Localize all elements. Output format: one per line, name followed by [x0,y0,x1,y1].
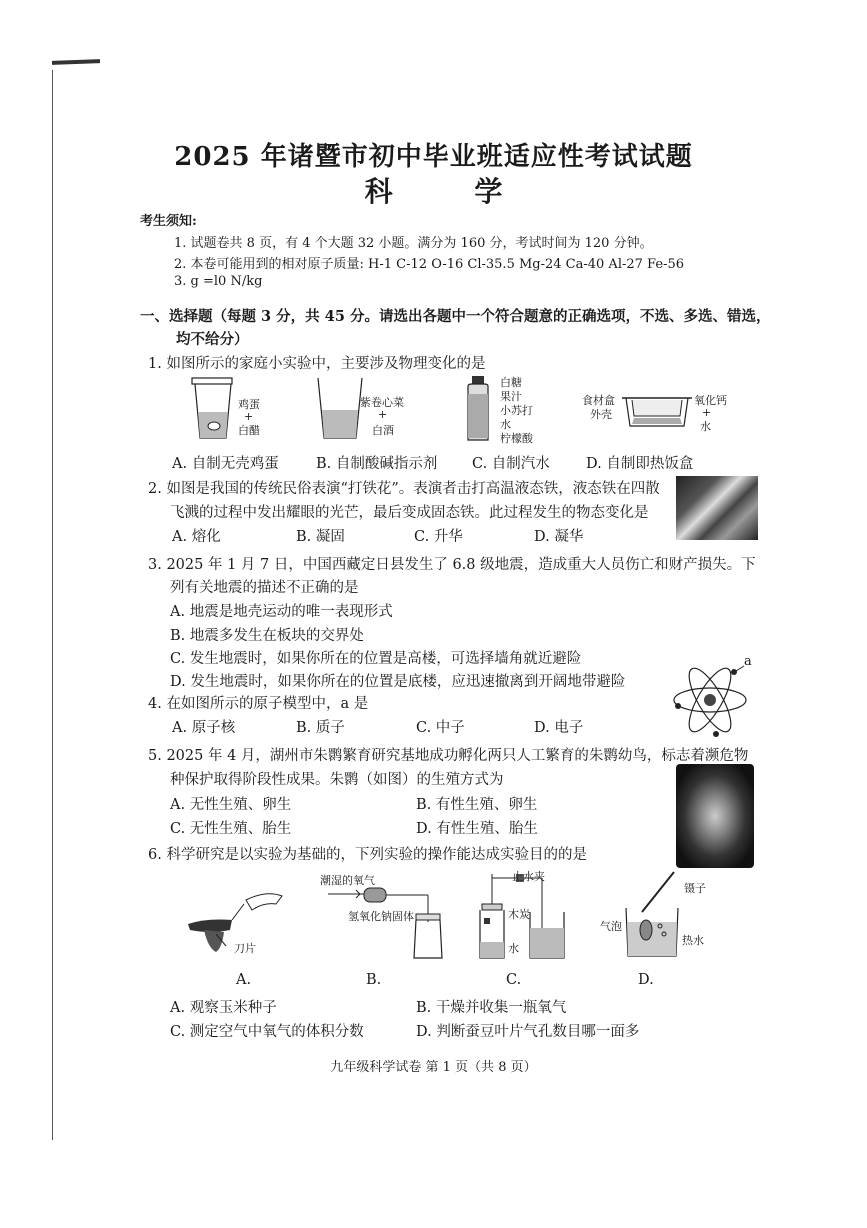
q1c-label-1: 白糖 [500,376,522,389]
q2-line-2: 飞溅的过程中发出耀眼的光芒，最后变成固态铁。此过程发生的物态变化是 [170,505,649,521]
q1a-label-1: 鸡蛋 [238,398,260,411]
q4-option-c: C. 中子 [416,720,465,736]
q5-option-d: D. 有性生殖、胎生 [416,821,538,837]
q6-option-c: C. 测定空气中氧气的体积分数 [170,1024,364,1040]
q1-stem: 1. 如图所示的家庭小实验中，主要涉及物理变化的是 [148,356,486,372]
q1c-label-2: 果汁 [500,390,522,403]
notice-item-3: 3. g =l0 N/kg [174,274,263,289]
q5-option-c: C. 无性生殖、胎生 [170,821,292,837]
crested-ibis-photo [676,764,754,868]
subject-title: 科 学 [364,175,539,208]
q5-option-a: A. 无性生殖、卵生 [170,797,292,813]
q6d-label-hotwater: 热水 [682,934,704,947]
q6-option-a: A. 观察玉米种子 [170,1000,277,1016]
q2-option-a: A. 熔化 [172,529,221,545]
q6a-label-blade: 刀片 [234,942,256,955]
binding-line [52,70,53,1140]
q5-line-2: 种保护取得阶段性成果。朱鹮（如图）的生殖方式为 [170,772,504,788]
notice-item-1: 1. 试题卷共 8 页，有 4 个大题 32 小题。满分为 160 分，考试时间为 120 分钟。 [174,236,653,251]
q6-fig-letter-d: D. [638,972,654,988]
q1b-label-3: 白酒 [372,424,394,437]
q6-figure-d [620,868,686,960]
q1d-label-4: + [702,406,712,419]
q6-fig-letter-b: B. [366,972,382,988]
q6-stem: 6. 科学研究是以实验为基础的，下列实验的操作能达成实验目的的是 [148,847,587,863]
q6-fig-letter-a: A. [236,972,252,988]
notice-heading: 考生须知: [140,214,197,229]
q1d-label-3: 氧化钙 [694,394,727,407]
q6c-label-water: 水 [508,942,519,955]
iron-flower-photo [676,476,758,540]
q6c-label-clip: 止水夹 [512,870,545,883]
scan-mark [52,59,100,65]
q3-option-a: A. 地震是地壳运动的唯一表现形式 [170,604,393,620]
q3-option-d: D. 发生地震时，如果你所在的位置是底楼，应迅速撤离到开阔地带避险 [170,674,626,690]
notice-item-2: 2. 本卷可能用到的相对原子质量: H-1 C-12 O-16 Cl-35.5 Mg-24 Ca-40 Al-27 Fe-56 [174,257,684,272]
q3-option-c: C. 发生地震时，如果你所在的位置是高楼，可选择墙角就近避险 [170,651,582,667]
exam-title: 2025 年诸暨市初中毕业班适应性考试试题 [174,142,693,172]
q6d-label-tweezers: 镊子 [684,882,706,895]
q3-option-b: B. 地震多发生在板块的交界处 [170,628,364,644]
q1-option-c: C. 自制汽水 [472,456,550,472]
section-heading: 一、选择题（每题 3 分，共 45 分。请选出各题中一个符合题意的正确选项，不选、多选、错选， [140,308,771,325]
atom-model-figure [672,660,752,736]
q1c-label-4: 水 [500,418,511,431]
q6b-label-naoh: 氢氧化钠固体 [348,910,414,923]
atom-label-a: a [744,654,752,669]
q1d-label-5: 水 [700,420,711,433]
q6b-label-wet-o2: 潮湿的氧气 [320,874,375,887]
q6d-label-bubble: 气泡 [600,920,622,933]
section-heading-cont: 均不给分） [176,331,249,348]
q1-option-a: A. 自制无壳鸡蛋 [172,456,279,472]
q4-option-d: D. 电子 [534,720,584,736]
q2-option-c: C. 升华 [414,529,463,545]
q3-line-1: 3. 2025 年 1 月 7 日，中国西藏定日县发生了 6.8 级地震，造成重大人员伤亡和财产损失。下 [148,557,756,573]
q1a-label-3: 白醋 [238,424,260,437]
page-footer: 九年级科学试卷 第 1 页（共 8 页） [330,1060,537,1075]
q6c-label-charcoal: 木炭 [508,908,530,921]
q3-line-2: 列有关地震的描述不正确的是 [170,580,359,596]
q4-option-a: A. 原子核 [172,720,236,736]
q1c-label-5: 柠檬酸 [500,432,533,445]
q1-figure-d [620,392,694,432]
q4-option-b: B. 质子 [296,720,345,736]
q6-option-b: B. 干燥并收集一瓶氧气 [416,1000,567,1016]
q1d-label-1: 食材盒 [582,394,615,407]
q5-option-b: B. 有性生殖、卵生 [416,797,538,813]
q1a-label-2: + [244,410,254,423]
q1-option-b: B. 自制酸碱指示剂 [316,456,438,472]
q1b-label-2: + [378,408,388,421]
q2-option-d: D. 凝华 [534,529,584,545]
q1b-label-1: 紫卷心菜 [360,396,404,409]
q6-fig-letter-c: C. [506,972,522,988]
q6-option-d: D. 判断蚕豆叶片气孔数目哪一面多 [416,1024,640,1040]
q2-line-1: 2. 如图是我国的传统民俗表演“打铁花”。表演者击打高温液态铁，液态铁在四散 [148,481,660,497]
q5-line-1: 5. 2025 年 4 月，湖州市朱鹮繁育研究基地成功孵化两只人工繁育的朱鹮幼鸟，标志着濒危物 [148,748,749,764]
q4-stem: 4. 在如图所示的原子模型中，a 是 [148,696,369,712]
q1-figure-c [462,374,498,444]
q2-option-b: B. 凝固 [296,529,345,545]
q1-option-d: D. 自制即热饭盒 [586,456,694,472]
q1c-label-3: 小苏打 [500,404,533,417]
q1d-label-2: 外壳 [590,408,612,421]
